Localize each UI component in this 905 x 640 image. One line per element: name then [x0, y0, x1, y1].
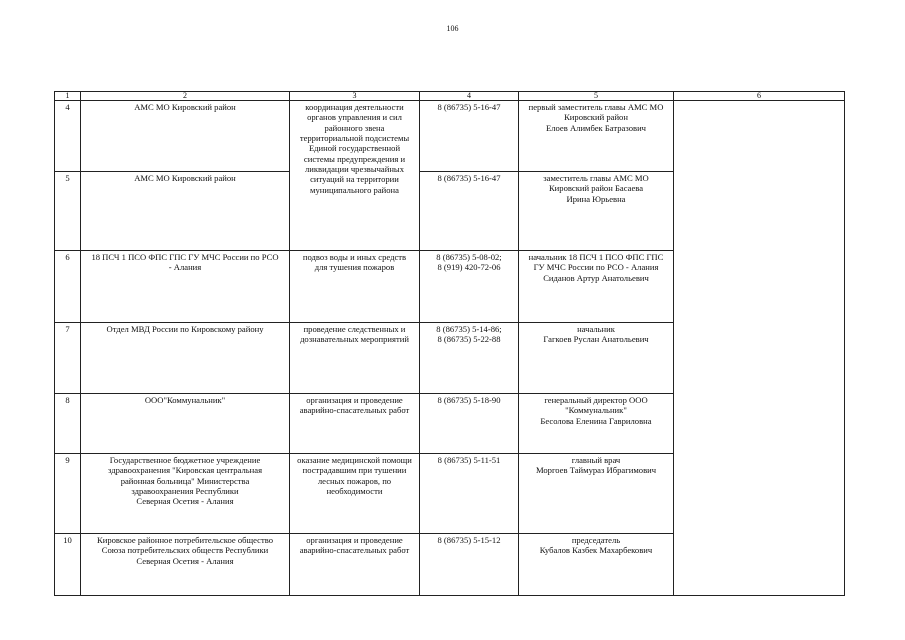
head-line: начальник 18 ПСЧ 1 ПСО ФПС ГПС: [528, 252, 664, 262]
phone-cell: [420, 394, 519, 454]
organization-line: районная больница" Министерства: [120, 475, 250, 486]
organization-cell: [81, 172, 290, 251]
phone-line: 8 (86735) 5-16-47: [437, 173, 501, 183]
head-line: "Коммунальник": [565, 405, 627, 416]
phone-line: 8 (86735) 5-15-12: [437, 535, 501, 545]
head-line: Сиданов Артур Анатольевич: [543, 272, 649, 283]
head-line: Кировский район Басаева: [548, 183, 644, 194]
phone-cell: [420, 172, 519, 251]
organization-cell: [81, 534, 290, 596]
column-header: 2: [81, 92, 290, 101]
head-line: Моргоев Таймураз Ибрагимович: [535, 465, 657, 476]
function-line: организация и проведение: [306, 395, 403, 405]
head-line: Гагкоев Руслан Анатольевич: [543, 334, 649, 345]
organization-cell: [81, 394, 290, 454]
organization-line: 18 ПСЧ 1 ПСО ФПС ГПС ГУ МЧС России по РСО: [91, 252, 279, 262]
phone-line: 8 (86735) 5-18-90: [437, 395, 501, 405]
phone-cell: [420, 534, 519, 596]
organization-line: Кировское районное потребительское общество: [96, 535, 274, 545]
contacts-table: [54, 91, 845, 596]
function-line: лесных пожаров, по: [317, 475, 392, 486]
organization-cell: [81, 454, 290, 534]
head-line: начальник: [577, 324, 615, 334]
phone-cell: [420, 323, 519, 394]
row-number: 6: [55, 251, 81, 323]
organization-line: - Алания: [168, 262, 202, 273]
organization-line: Отдел МВД России по Кировскому району: [106, 324, 264, 334]
function-line: органов управления и сил: [307, 112, 402, 123]
head-line: Кировский район: [564, 112, 628, 123]
row-number: 10: [55, 534, 81, 596]
head-line: Кубалов Казбек Махарбекович: [539, 545, 653, 556]
function-line: Единой государственной: [308, 143, 401, 154]
function-cell: [290, 101, 420, 251]
organization-line: Государственное бюджетное учреждение: [109, 455, 261, 465]
head-line: председатель: [571, 535, 621, 545]
head-line: Бесолова Еленина Гавриловна: [540, 415, 652, 426]
function-line: организация и проведение: [306, 535, 403, 545]
organization-line: АМС МО Кировский район: [134, 102, 236, 112]
phone-cell: [420, 251, 519, 323]
function-line: муниципального района: [310, 184, 399, 195]
function-line: территориальной подсистемы: [299, 132, 410, 143]
phone-line: 8 (86735) 5-22-88: [437, 334, 501, 345]
function-line: проведение следственных и: [303, 324, 406, 334]
function-line: системы предупреждения и: [303, 153, 406, 164]
row-number: 4: [55, 101, 81, 172]
phone-line: 8 (86735) 5-11-51: [437, 455, 501, 465]
organization-line: Северная Осетия - Алания: [136, 555, 234, 566]
function-line: подвоз воды и иных средств: [302, 252, 407, 262]
function-line: пострадавшим при тушении: [302, 465, 407, 476]
head-line: первый заместитель главы АМС МО: [528, 102, 664, 112]
column-header: 5: [519, 92, 674, 101]
head-line: главный врач: [571, 455, 621, 465]
column-header: 1: [55, 92, 81, 101]
organization-cell: [81, 101, 290, 172]
organization-cell: [81, 251, 290, 323]
column-header: 3: [290, 92, 420, 101]
table-row: [55, 101, 845, 172]
head-line: заместитель главы АМС МО: [543, 173, 649, 183]
function-cell: [290, 323, 420, 394]
function-line: ликвидации чрезвычайных: [304, 163, 405, 174]
phone-cell: [420, 101, 519, 172]
phone-line: 8 (919) 420-72-06: [437, 262, 501, 273]
organization-line: здравоохранения Республики: [131, 485, 239, 496]
row-number: 7: [55, 323, 81, 394]
column-header: 6: [674, 92, 845, 101]
head-line: Ирина Юрьевна: [566, 193, 626, 204]
organization-line: АМС МО Кировский район: [134, 173, 236, 183]
head-cell: [519, 101, 674, 172]
head-line: ГУ МЧС России по РСО - Алания: [533, 262, 659, 273]
phone-line: 8 (86735) 5-16-47: [437, 102, 501, 112]
function-line: дознавательных мероприятий: [300, 334, 409, 345]
function-cell: [290, 534, 420, 596]
function-line: аварийно-спасательных работ: [299, 405, 410, 416]
function-line: аварийно-спасательных работ: [299, 545, 410, 556]
head-cell: [519, 534, 674, 596]
row-number: 8: [55, 394, 81, 454]
head-cell: [519, 394, 674, 454]
page-number: 106: [446, 24, 459, 33]
function-cell: [290, 251, 420, 323]
function-line: необходимости: [326, 485, 383, 496]
head-cell: [519, 323, 674, 394]
organization-line: ООО"Коммунальник": [144, 395, 226, 405]
function-line: оказание медицинской помощи: [297, 455, 412, 465]
column-header: 4: [420, 92, 519, 101]
head-cell: [519, 251, 674, 323]
function-cell: [290, 454, 420, 534]
head-line: Елоев Алимбек Батразович: [545, 122, 646, 133]
organization-line: Северная Осетия - Алания: [136, 496, 234, 507]
function-line: районного звена: [324, 122, 385, 133]
organization-line: здравоохранения "Кировская центральная: [107, 465, 263, 476]
head-cell: [519, 172, 674, 251]
phone-line: 8 (86735) 5-08-02;: [436, 252, 502, 262]
head-line: генеральный директор ООО: [544, 395, 648, 405]
organization-line: Союза потребительских обществ Республики: [101, 545, 269, 556]
row-number: 9: [55, 454, 81, 534]
function-cell: [290, 394, 420, 454]
function-line: координация деятельности: [305, 102, 404, 112]
phone-cell: [420, 454, 519, 534]
notes-cell: [674, 101, 845, 596]
function-line: ситуаций на территории: [310, 174, 399, 185]
header-row: [55, 92, 845, 101]
function-line: для тушения пожаров: [314, 262, 395, 273]
phone-line: 8 (86735) 5-14-86;: [436, 324, 502, 334]
organization-cell: [81, 323, 290, 394]
head-cell: [519, 454, 674, 534]
row-number: 5: [55, 172, 81, 251]
